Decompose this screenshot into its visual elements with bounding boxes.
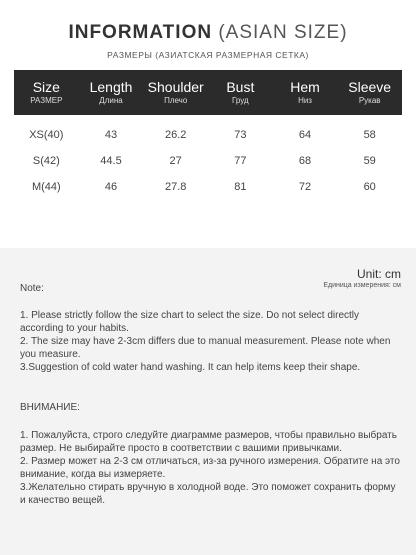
- header-size: [14, 70, 79, 115]
- page-subtitle: РАЗМЕРЫ (АЗИАТСКАЯ РАЗМЕРНАЯ СЕТКА): [107, 50, 309, 60]
- size-chart-section: [0, 0, 416, 248]
- note-item-ru: 2. Размер может на 2-3 см отличаться, из-за ручного измерения. Обратите на это внимание, когда вы измеряете.: [20, 456, 400, 480]
- note-heading: Note:: [20, 283, 44, 294]
- header-label-ru: РАЗМЕР: [30, 96, 63, 105]
- table-cell: M(44): [31, 181, 61, 193]
- table-row: [14, 174, 402, 200]
- table-cell: 44.5: [100, 155, 122, 167]
- header-label: Size: [32, 79, 60, 95]
- header-label-ru: Груд: [232, 96, 249, 105]
- table-cell: 27.8: [164, 181, 187, 193]
- header-length: [79, 70, 144, 115]
- table-cell: 59: [363, 155, 376, 167]
- title-light: (ASIAN SIZE): [218, 22, 348, 43]
- table-cell: 77: [234, 155, 247, 167]
- header-label-ru: Плечо: [164, 96, 188, 105]
- notes-ru: [20, 429, 400, 507]
- header-label: Bust: [226, 79, 255, 95]
- table-cell: XS(40): [29, 129, 64, 141]
- table-cell: 64: [298, 129, 312, 141]
- header-shoulder: [143, 70, 208, 115]
- unit-label: Unit: cm: [356, 267, 401, 281]
- header-hem: [273, 70, 338, 115]
- table-cell: 73: [234, 129, 247, 141]
- table-cell: 43: [104, 129, 118, 141]
- page-title: [0, 22, 416, 44]
- table-cell: 68: [298, 155, 312, 167]
- header-label: Shoulder: [147, 79, 204, 95]
- note-item: 3.Suggestion of cold water hand washing. It can help items keep their shape.: [20, 362, 361, 373]
- header-label: Hem: [290, 79, 320, 95]
- header-bust: [208, 70, 273, 115]
- table-cell: 81: [234, 181, 247, 193]
- table-cell: 46: [104, 181, 118, 193]
- table-cell: 60: [363, 181, 376, 193]
- title-bold: INFORMATION: [68, 22, 213, 43]
- note-item-ru: 3.Желательно стирать вручную в холодной воде. Это поможет сохранить форму и качество вещей.: [20, 482, 396, 506]
- table-cell: 26.2: [164, 129, 187, 141]
- table-row: [14, 148, 402, 174]
- note-item: 2. The size may have 2-3cm differs due to manual measurement. Please note when you measure.: [20, 336, 391, 360]
- table-header: [14, 70, 402, 115]
- header-sleeve: [337, 70, 402, 115]
- notes-en: [20, 309, 400, 374]
- header-label: Sleeve: [348, 79, 392, 95]
- header-label-ru: Длина: [99, 96, 123, 105]
- header-label-ru: Рукав: [358, 96, 381, 105]
- note-item-ru: 1. Пожалуйста, строго следуйте диаграмме размеров, чтобы правильно выбрать размер. Не выбирайте просто в соответствии с вашими привычками.: [20, 430, 397, 454]
- table-cell: 72: [298, 181, 312, 193]
- table-body: [14, 122, 402, 200]
- unit-label-ru: Единица измерения: см: [323, 282, 401, 289]
- table-row: [14, 122, 402, 148]
- table-cell: 27: [169, 155, 182, 167]
- note-heading-ru: ВНИМАНИЕ:: [20, 402, 80, 413]
- note-item: 1. Please strictly follow the size chart to select the size. Do not select directly according to your habits.: [20, 310, 360, 334]
- table-cell: S(42): [32, 155, 60, 167]
- header-label-ru: Низ: [298, 96, 312, 105]
- header-label: Length: [89, 79, 133, 95]
- table-cell: 58: [363, 129, 376, 141]
